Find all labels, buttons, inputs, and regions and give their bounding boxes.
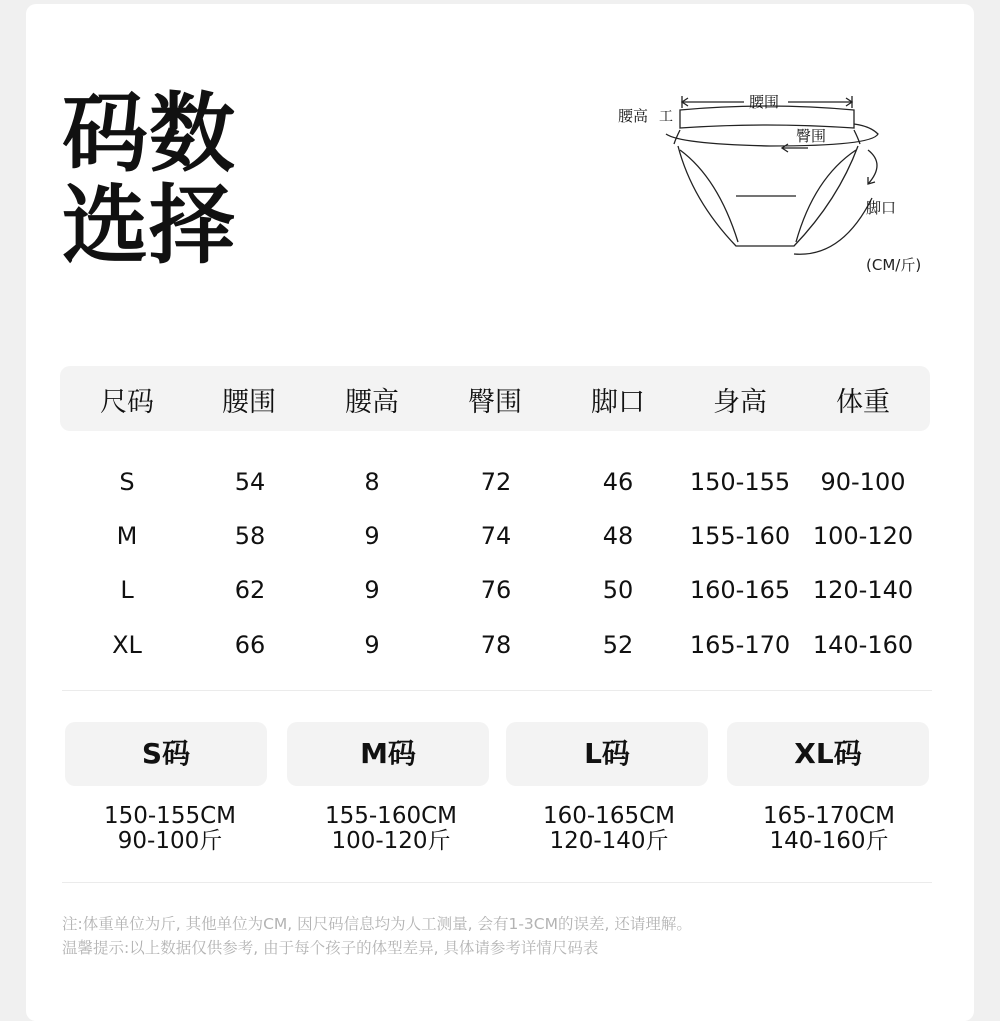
footnotes (62, 912, 692, 960)
size-card-s-range (60, 804, 280, 854)
cell-hip: 74 (480, 522, 512, 550)
note-units: 注:体重单位为斤, 其他单位为CM, 因尺码信息均为人工测量, 会有1-3CM的误差, 还请理解。 (62, 915, 692, 933)
cell-waist: 62 (234, 576, 266, 604)
size-card-weight: 90-100斤 (117, 828, 223, 854)
cell-body-height: 160-165 (689, 576, 791, 604)
cell-size: L (120, 576, 134, 604)
cell-leg-opening: 50 (602, 576, 634, 604)
waist-label: 腰围 (749, 93, 780, 111)
cell-body-weight: 100-120 (812, 522, 914, 550)
cell-waist-height: 9 (364, 631, 380, 659)
cell-hip: 72 (480, 468, 512, 496)
cell-waist: 66 (234, 631, 266, 659)
cell-hip: 76 (480, 576, 512, 604)
header-leg-opening: 脚口 (591, 387, 645, 418)
header-size: 尺码 (100, 387, 154, 418)
cell-size: XL (112, 631, 142, 659)
note-reminder: 温馨提示:以上数据仅供参考, 由于每个孩子的体型差异, 具体请参考详情尺码表 (62, 939, 599, 957)
size-card-l-label: L码 (506, 722, 708, 786)
cell-body-weight: 120-140 (812, 576, 914, 604)
size-card-xl-label: XL码 (727, 722, 929, 786)
section-divider (62, 690, 932, 691)
cell-body-weight: 140-160 (812, 631, 914, 659)
size-card-weight: 100-120斤 (331, 828, 451, 854)
leg-opening-label: 脚口 (866, 199, 897, 217)
size-card-m-label: M码 (287, 722, 489, 786)
size-card-l-range (499, 804, 719, 854)
cell-size: M (116, 522, 138, 550)
cell-waist: 58 (234, 522, 266, 550)
cell-body-height: 165-170 (689, 631, 791, 659)
size-card-height: 165-170CM (762, 803, 895, 829)
size-card-height: 150-155CM (103, 803, 236, 829)
header-waist: 腰围 (222, 387, 276, 418)
size-card-weight: 140-160斤 (769, 828, 889, 854)
waist-height-label: 腰高 (618, 107, 649, 125)
title-line-2: 选择 (62, 176, 236, 276)
header-body-weight: 体重 (836, 387, 890, 418)
size-card-m-range (281, 804, 501, 854)
header-body-height: 身高 (713, 387, 767, 418)
size-card-xl-range (719, 804, 939, 854)
cell-waist-height: 9 (364, 522, 380, 550)
notes-divider (62, 882, 932, 883)
title-line-1: 码数 (62, 84, 236, 184)
cell-hip: 78 (480, 631, 512, 659)
unit-note: (CM/斤) (866, 256, 922, 274)
waist-height-symbol: 工 (659, 109, 673, 125)
cell-waist-height: 9 (364, 576, 380, 604)
size-card-height: 155-160CM (324, 803, 457, 829)
size-card-height: 160-165CM (542, 803, 675, 829)
cell-waist: 54 (234, 468, 266, 496)
cell-leg-opening: 52 (602, 631, 634, 659)
cell-size: S (119, 468, 135, 496)
cell-body-height: 155-160 (689, 522, 791, 550)
cell-waist-height: 8 (364, 468, 380, 496)
cell-body-height: 150-155 (689, 468, 791, 496)
cell-body-weight: 90-100 (820, 468, 906, 496)
page-title (62, 84, 236, 276)
size-card-s-label: S码 (65, 722, 267, 786)
hip-label: 臀围 (796, 127, 827, 145)
cell-leg-opening: 46 (602, 468, 634, 496)
cell-leg-opening: 48 (602, 522, 634, 550)
size-card-weight: 120-140斤 (549, 828, 669, 854)
header-waist-height: 腰高 (345, 387, 399, 418)
header-hip: 臀围 (468, 387, 522, 418)
